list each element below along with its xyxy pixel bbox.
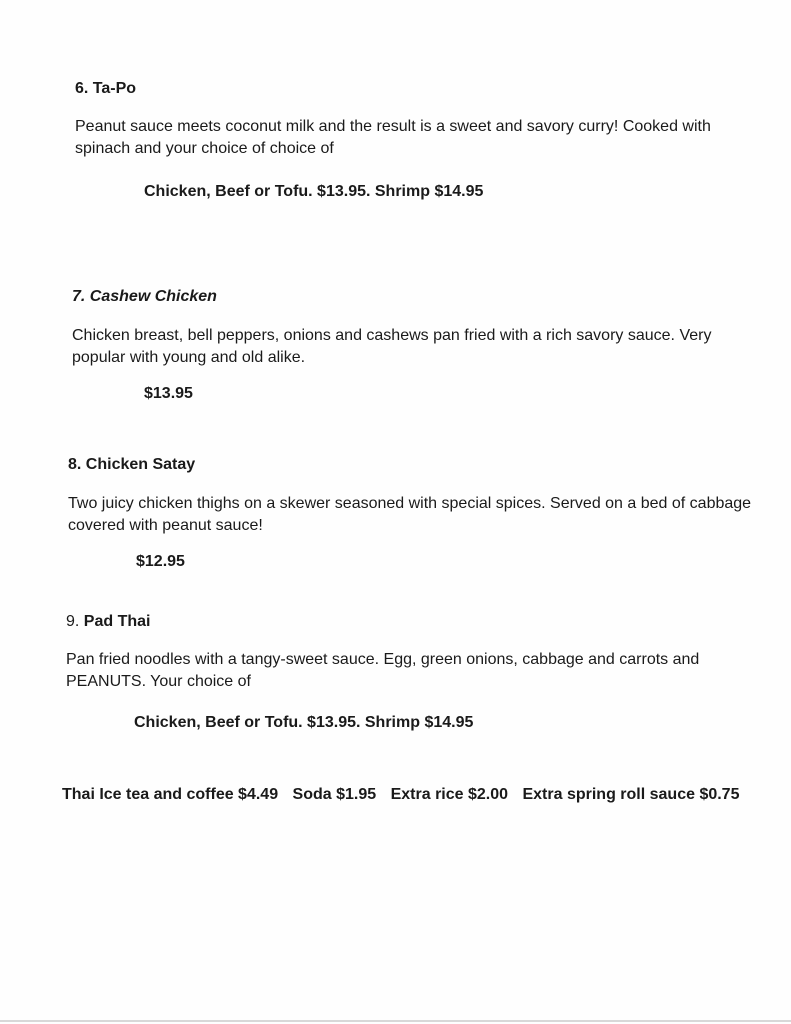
item-title bbox=[66, 612, 756, 632]
item-name: Cashew Chicken bbox=[89, 288, 217, 305]
item-description: Pan fried noodles with a tangy-sweet sauce. Egg, green onions, cabbage and carrots and PEANUTS. Your choice of bbox=[66, 651, 700, 690]
menu-item-chicken-satay bbox=[68, 455, 758, 537]
item-number: 6. bbox=[75, 80, 89, 97]
extra-sauce: Extra spring roll sauce $0.75 bbox=[522, 786, 740, 803]
item-title bbox=[75, 79, 765, 99]
item-name: Ta-Po bbox=[92, 80, 137, 97]
item-name: Chicken Satay bbox=[85, 456, 196, 473]
menu-item-cashew-chicken bbox=[72, 287, 762, 369]
menu-item-ta-po bbox=[75, 79, 765, 160]
item-number: 7. bbox=[72, 288, 86, 305]
item-title bbox=[68, 455, 758, 475]
item-number: 9. bbox=[66, 613, 80, 630]
extras-line bbox=[62, 784, 752, 806]
menu-item-pad-thai bbox=[66, 612, 756, 693]
extra-tea-coffee: Thai Ice tea and coffee $4.49 bbox=[62, 786, 279, 803]
page-edge-divider bbox=[0, 1020, 791, 1022]
item-price: $12.95 bbox=[136, 553, 185, 570]
item-description: Two juicy chicken thighs on a skewer seasoned with special spices. Served on a bed of cabbage covered with peanut sauce! bbox=[68, 495, 752, 534]
item-price: Chicken, Beef or Tofu. $13.95. Shrimp $14.95 bbox=[134, 714, 474, 731]
item-price: Chicken, Beef or Tofu. $13.95. Shrimp $14.95 bbox=[144, 183, 484, 200]
item-name: Pad Thai bbox=[83, 613, 151, 630]
item-price: $13.95 bbox=[144, 385, 193, 402]
item-title bbox=[72, 287, 762, 307]
extra-soda: Soda $1.95 bbox=[292, 786, 377, 803]
extra-rice: Extra rice $2.00 bbox=[390, 786, 509, 803]
item-description: Peanut sauce meets coconut milk and the result is a sweet and savory curry! Cooked with spinach and your choice of choice of bbox=[75, 118, 711, 157]
item-number: 8. bbox=[68, 456, 82, 473]
item-description: Chicken breast, bell peppers, onions and cashews pan fried with a rich savory sauce. Very popular with young and old alike. bbox=[72, 327, 712, 366]
